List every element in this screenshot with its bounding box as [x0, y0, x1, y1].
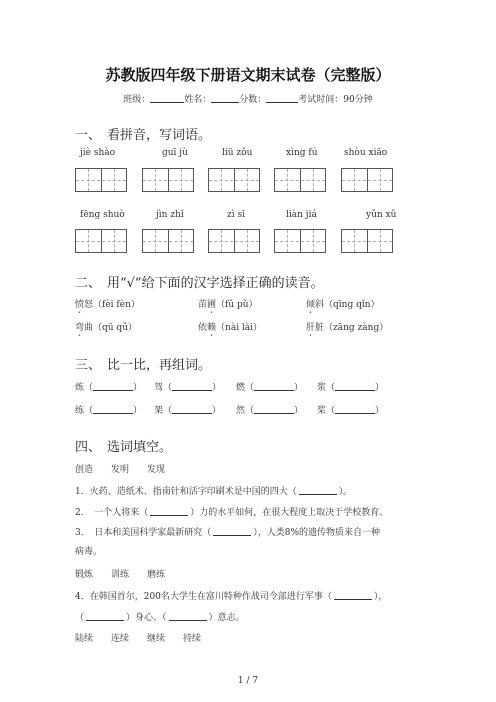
section-number: 二、 [75, 276, 102, 291]
writing-box-2-2[interactable] [142, 229, 194, 253]
question-1: 1．火药、造纸术、指南针和活字印刷术是中国的四大（ ）。 [75, 487, 353, 497]
pinyin-2-3: zì sī [227, 210, 245, 220]
section-title: 用“√”给下面的汉字选择正确的读音。 [107, 276, 324, 291]
compare-1-1[interactable]: 炼（ ） [75, 383, 143, 393]
compare-1-4[interactable]: 浆（ ） [317, 383, 385, 393]
question-4-cont: （ ）身心、（ ）意志。 [75, 613, 245, 623]
pinyin-1-4: xìng fú [286, 148, 318, 158]
writing-box-1-1[interactable] [75, 168, 127, 192]
pinyin-2-2: jìn zhǐ [156, 210, 184, 220]
section-number: 一、 [75, 128, 102, 143]
section-4-heading [75, 436, 172, 455]
pinyin-2-4: liàn jiá [286, 210, 317, 220]
question-2: 2． 一个人将来（ ）力的水平如何，在很大程度上取决于学校教育。 [75, 508, 389, 518]
writing-box-1-2[interactable] [142, 168, 194, 192]
writing-box-1-5[interactable] [341, 168, 393, 192]
writing-box-2-4[interactable] [274, 229, 326, 253]
word-group-1: 创造 发明 发现 [75, 465, 166, 475]
pinyin-2-1: fēng shuò [80, 210, 125, 220]
pron-item-1[interactable]: 愤怒（fèi fèn） [75, 300, 140, 310]
word-group-3: 陆续 连续 继续 持续 [75, 634, 202, 644]
section-number: 四、 [75, 440, 102, 455]
writing-box-1-4[interactable] [274, 168, 326, 192]
compare-1-3[interactable]: 燃（ ） [236, 383, 304, 393]
q1-blank[interactable] [299, 494, 337, 495]
compare-2-2[interactable]: 架（ ） [154, 406, 222, 416]
writing-box-2-3[interactable] [208, 229, 260, 253]
pinyin-1-5: shòu xiāo [344, 148, 388, 158]
name-blank[interactable] [211, 102, 239, 103]
pinyin-1-3: liū zǒu [222, 148, 253, 158]
question-3: 3． 日本和美国科学家最新研究（ ），人类8%的遗传物质来自一种 [75, 528, 381, 538]
compare-2-1[interactable]: 练（ ） [75, 406, 143, 416]
writing-box-2-1[interactable] [75, 229, 127, 253]
writing-box-2-5[interactable] [341, 229, 393, 253]
pron-item-5[interactable]: 依赖（nài lài） [198, 323, 263, 333]
name-label: 姓名： [184, 95, 212, 105]
pron-item-4[interactable]: 弯曲（qū qǔ） [75, 323, 137, 333]
class-label: 班级： [123, 95, 151, 105]
compare-2-4[interactable]: 桨（ ） [317, 406, 385, 416]
section-title: 比一比，再组词。 [107, 358, 212, 373]
pron-item-6[interactable]: 肝脏（zāng zàng） [306, 323, 389, 333]
compare-2-3[interactable]: 然（ ） [236, 406, 304, 416]
question-3-cont: 病毒。 [75, 547, 103, 557]
page-title: 苏教版四年级下册语文期末试卷（完整版） [105, 66, 391, 84]
section-number: 三、 [75, 358, 102, 373]
section-1-heading [75, 124, 211, 143]
pron-item-3[interactable]: 倾斜（qīng qǐn） [306, 300, 380, 310]
score-label: 分数： [239, 95, 267, 105]
q2-blank[interactable] [150, 515, 188, 516]
page-number: 1 / 7 [237, 676, 259, 686]
q4-blank-2[interactable] [86, 620, 124, 621]
section-2-heading [75, 272, 324, 291]
q4-blank-1[interactable] [334, 599, 372, 600]
student-info-line [0, 92, 496, 105]
section-3-heading [75, 354, 211, 373]
writing-box-1-3[interactable] [208, 168, 260, 192]
section-title: 选词填空。 [107, 440, 173, 455]
score-blank[interactable] [266, 102, 298, 103]
q3-blank[interactable] [213, 535, 251, 536]
pinyin-2-5: yǔn xǔ [366, 210, 397, 220]
word-group-2: 锻炼 训练 磨练 [75, 570, 166, 580]
pinyin-1-1: jiè shào [80, 148, 116, 158]
time-label: 考试时间：90分钟 [298, 95, 373, 105]
class-blank[interactable] [150, 102, 184, 103]
question-4: 4．在韩国首尔，200名大学生在富川特种作战司令部进行军事（ ）， [75, 592, 388, 602]
compare-1-2[interactable]: 驾（ ） [154, 383, 222, 393]
pron-item-2[interactable]: 苗圃（fǔ pǔ） [198, 300, 258, 310]
section-title: 看拼音，写词语。 [107, 128, 212, 143]
q4-blank-3[interactable] [169, 620, 207, 621]
pinyin-1-2: guī jù [162, 148, 188, 158]
